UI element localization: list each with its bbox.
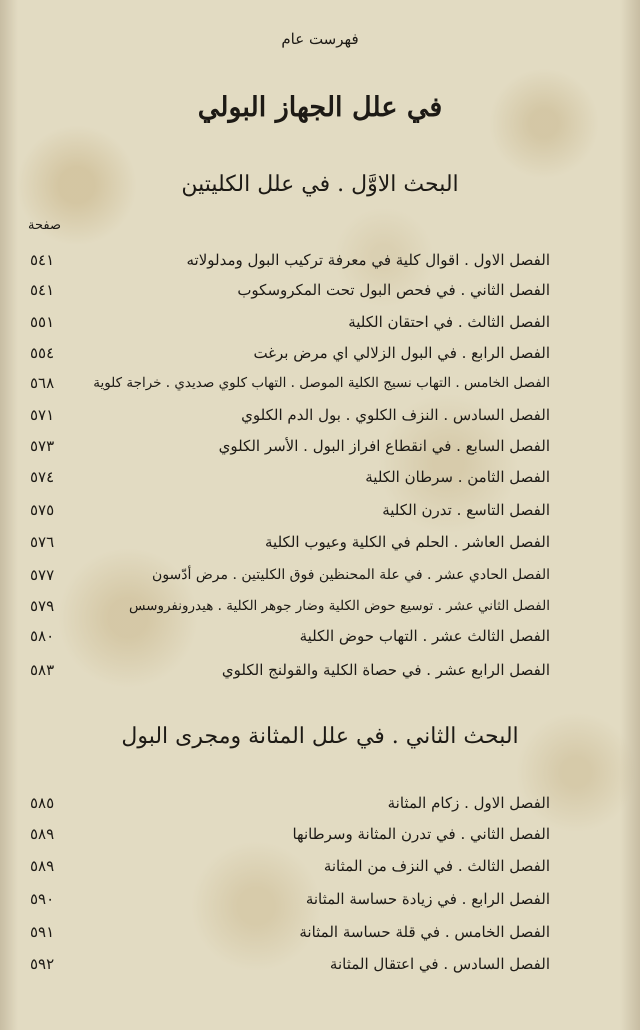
toc-entry bbox=[30, 369, 550, 397]
toc-entry bbox=[30, 820, 550, 848]
page-number: ٥٩٢ bbox=[30, 955, 55, 973]
toc-entry bbox=[30, 496, 550, 524]
entry-title: الفصل الثاني . في فحص البول تحت المكروسكوب bbox=[237, 281, 550, 299]
toc-entry bbox=[30, 432, 550, 460]
entry-title: الفصل الرابع عشر . في حصاة الكلية والقولنج الكلوي bbox=[221, 661, 550, 679]
entry-title: الفصل الثامن . سرطان الكلية bbox=[365, 468, 550, 486]
entry-title: الفصل الخامس . التهاب نسيج الكلية الموصل . التهاب كلوي صديدي . خراجة كلوية bbox=[93, 375, 550, 391]
page-number: ٥٦٨ bbox=[30, 374, 55, 392]
toc-entry bbox=[30, 789, 550, 817]
toc-entry bbox=[30, 885, 550, 913]
page-number: ٥٧٣ bbox=[30, 437, 55, 455]
page-number: ٥٨٠ bbox=[30, 627, 55, 645]
toc-entry bbox=[30, 528, 550, 556]
toc-entry bbox=[30, 950, 550, 978]
entry-title: الفصل الرابع . في زيادة حساسة المثانة bbox=[305, 890, 550, 908]
page-number: ٥٩١ bbox=[30, 923, 55, 941]
entry-title: الفصل الحادي عشر . في علة المحنظين فوق الكليتين . مرض أدّسون bbox=[152, 567, 550, 583]
page-number: ٥٨٣ bbox=[30, 661, 55, 679]
entry-title: الفصل الثاني . في تدرن المثانة وسرطانها bbox=[292, 825, 550, 843]
section2-title: البحث الثاني . في علل المثانة ومجرى البول bbox=[121, 724, 519, 749]
page-number: ٥٧٦ bbox=[30, 533, 55, 551]
toc-entry bbox=[30, 656, 550, 684]
page-number: ٥٨٩ bbox=[30, 857, 55, 875]
main-title: في علل الجهاز البولي bbox=[197, 92, 443, 123]
entry-title: الفصل الثالث . في احتقان الكلية bbox=[348, 313, 550, 331]
page-number: ٥٨٥ bbox=[30, 794, 55, 812]
toc-entry bbox=[30, 592, 550, 620]
toc-entry bbox=[30, 622, 550, 650]
entry-title: الفصل الخامس . في قلة حساسة المثانة bbox=[299, 923, 550, 941]
page-number: ٥٩٠ bbox=[30, 890, 55, 908]
toc-entry bbox=[30, 276, 550, 304]
entry-title: الفصل الرابع . في البول الزلالي اي مرض برغت bbox=[253, 344, 550, 362]
section1-title: البحث الاوَّل . في علل الكليتين bbox=[181, 172, 459, 197]
page-number: ٥٨٩ bbox=[30, 825, 55, 843]
toc-entry bbox=[30, 852, 550, 880]
page-number: ٥٧٥ bbox=[30, 501, 55, 519]
page-number: ٥٧١ bbox=[30, 406, 55, 424]
running-head: فهرست عام bbox=[281, 30, 359, 48]
entry-title: الفصل السادس . النزف الكلوي . بول الدم الكلوي bbox=[241, 406, 550, 424]
toc-entry bbox=[30, 561, 550, 589]
entry-title: الفصل الثالث عشر . التهاب حوض الكلية bbox=[299, 627, 550, 645]
toc-entry bbox=[30, 246, 550, 274]
entry-title: الفصل الاول . زكام المثانة bbox=[387, 794, 550, 812]
page-number: ٥٧٩ bbox=[30, 597, 55, 615]
entry-title: الفصل السابع . في انقطاع افراز البول . الأسر الكلوي bbox=[218, 437, 550, 455]
entry-title: الفصل العاشر . الحلم في الكلية وعيوب الكلية bbox=[265, 533, 550, 551]
page-number: ٥٧٧ bbox=[30, 566, 55, 584]
entry-title: الفصل الثاني عشر . توسيع حوض الكلية وضار جوهر الكلية . هيدرونفروسس bbox=[128, 598, 550, 614]
toc-entry bbox=[30, 918, 550, 946]
entry-title: الفصل السادس . في اعتقال المثانة bbox=[329, 955, 550, 973]
page-number: ٥٤١ bbox=[30, 251, 55, 269]
entry-title: الفصل الاول . اقوال كلية في معرفة تركيب البول ومدلولاته bbox=[186, 251, 550, 269]
entry-title: الفصل الثالث . في النزف من المثانة bbox=[323, 857, 550, 875]
toc-entry bbox=[30, 339, 550, 367]
page-column-label: صفحة bbox=[28, 218, 61, 233]
page-number: ٥٧٤ bbox=[30, 468, 55, 486]
entry-title: الفصل التاسع . تدرن الكلية bbox=[382, 501, 550, 519]
page-number: ٥٥٤ bbox=[30, 344, 55, 362]
toc-entry bbox=[30, 308, 550, 336]
toc-entry bbox=[30, 401, 550, 429]
page-number: ٥٤١ bbox=[30, 281, 55, 299]
page-number: ٥٥١ bbox=[30, 313, 55, 331]
toc-entry bbox=[30, 463, 550, 491]
